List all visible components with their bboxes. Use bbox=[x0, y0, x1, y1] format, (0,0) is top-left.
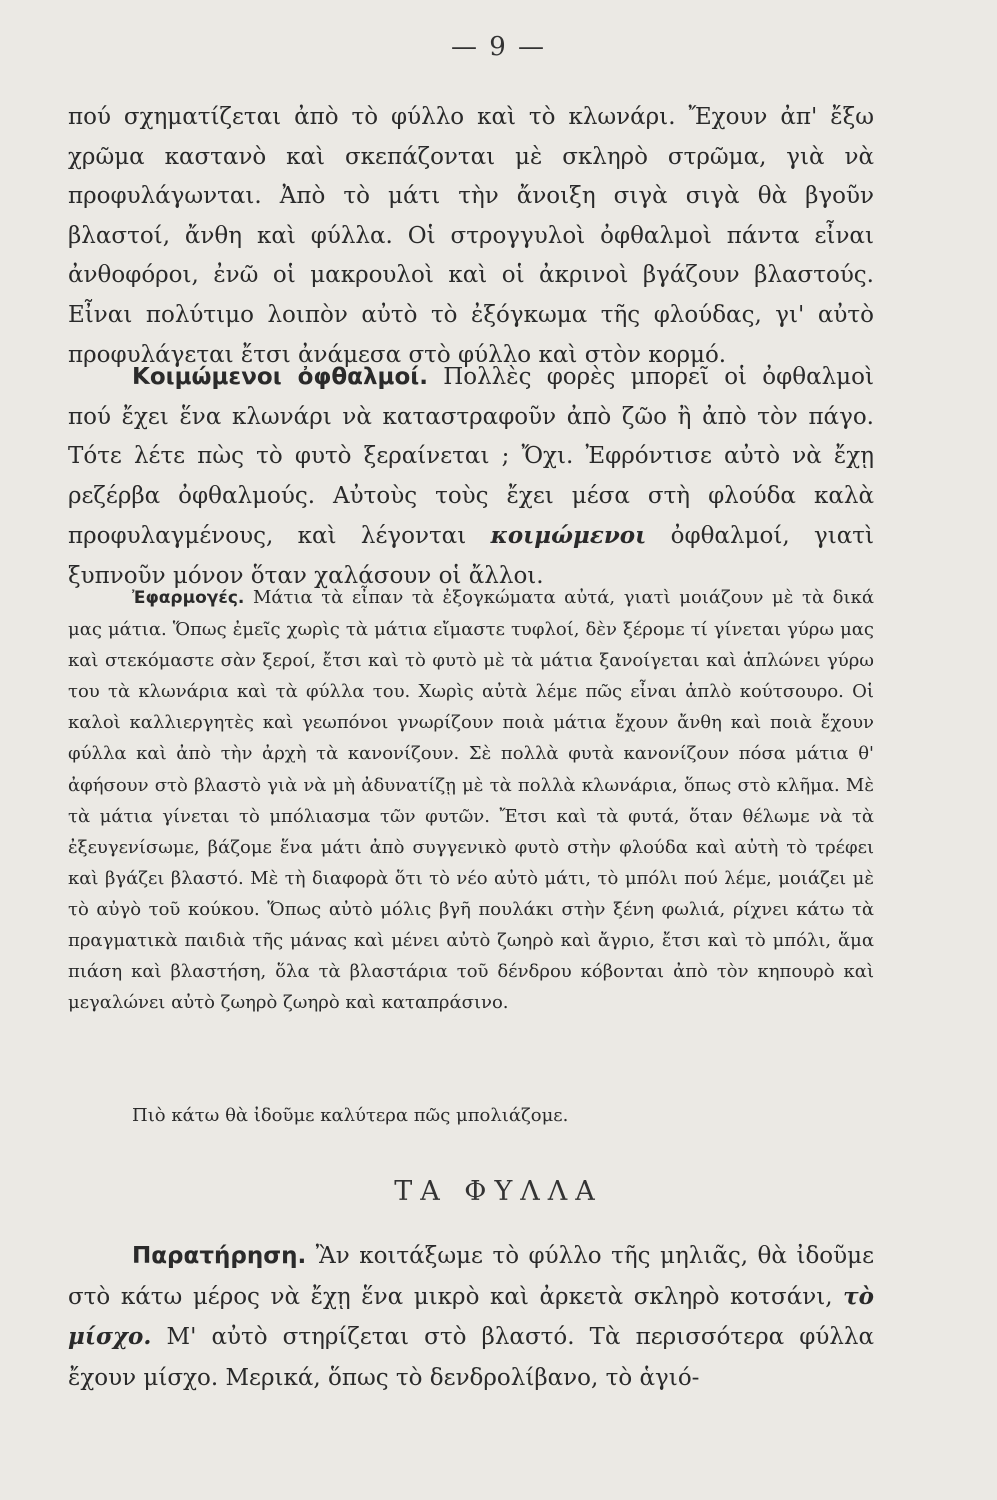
paragraph-text: Ἂν κοιτάξωμε τὸ φύλλο τῆς μηλιᾶς, θὰ ἰδοῦμε στὸ κάτω μέρος νὰ ἔχῃ ἕνα μικρὸ καὶ ἀρκετὰ σκληρὸ κοτσάνι, bbox=[68, 1243, 874, 1310]
paragraph-text: Πολλὲς φορὲς μπορεῖ οἱ ὀφθαλμοὶ πού ἔχει ἕνα κλωνάρι νὰ καταστραφοῦν ἀπὸ ζῶο ἢ ἀπὸ τὸν πάγο. Τότε λέτε πὼς τὸ φυτὸ ξεραίνεται ; Ὄχι. Ἐφρόντισε αὐτὸ νὰ ἔχῃ ρεζέρβα ὀφθαλμούς. Αὐτοὺς τοὺς ἔχει μέσα στὴ φλούδα καλὰ προφυλαγμένους, καὶ λέγονται bbox=[68, 364, 874, 550]
paragraph-text: ὀφθαλμοί, γιατὶ ξυπνοῦν μόνον ὅταν χαλάσουν οἱ ἄλλοι. bbox=[68, 523, 875, 589]
section-title: ΤΑ ΦΥΛΛΑ bbox=[394, 1176, 603, 1207]
paragraph-heading-observation: Παρατήρηση. bbox=[132, 1243, 307, 1269]
paragraph-heading-applications: Ἐφαρμογές. bbox=[132, 588, 245, 608]
paragraph-applications bbox=[68, 582, 874, 1018]
paragraph-text: Μάτια τὰ εἶπαν τὰ ἐξογκώματα αὐτά, γιατὶ μοιάζουν μὲ τὰ δικά μας μάτια. Ὅπως ἐμεῖς χωρὶς τὰ μάτια εἴμαστε τυφλοί, δὲν ξέρομε τί γίνεται γύρω μας καὶ στεκόμαστε σὰν ξεροί, ἔτσι καὶ τὸ φυτὸ μὲ τὰ μάτια ξανοίγεται καὶ ἁπλώνει γύρω του τὰ κλωνάρια καὶ τὰ φύλλα του. Χωρὶς αὐτὰ λέμε πῶς εἶναι ἁπλὸ κούτσουρο. Οἱ καλοὶ καλλιεργητὲς καὶ γεωπόνοι γνωρίζουν ποιὰ μάτια ἔχουν ἄνθη καὶ ποιὰ ἔχουν φύλλα καὶ ἀπὸ τὴν ἀρχὴ τὰ κανονίζουν. Σὲ πολλὰ φυτὰ κανονίζουν πόσα μάτια θ' ἀφήσουν στὸ βλαστὸ γιὰ νὰ μὴ ἀδυνατίζῃ μὲ τὰ πολλὰ κλωνάρια, ὅπως στὸ κλῆμα. Μὲ τὰ μάτια γίνεται τὸ μπόλιασμα τῶν φυτῶν. Ἔτσι καὶ τὰ φυτά, ὅταν θέλωμε νὰ τὰ ἐξευγενίσωμε, βάζομε ἕνα μάτι ἀπὸ συγγενικὸ φυτὸ στὴν φλούδα καὶ αὐτὴ τὸ τρέφει καὶ βγάζει βλαστό. Μὲ τὴ διαφορὰ ὅτι τὸ νέο αὐτὸ μάτι, τὸ μπόλι πού λέμε, μοιάζει μὲ τὸ αὐγὸ τοῦ κούκου. Ὅπως αὐτὸ μόλις βγῆ πουλάκι στὴν ξένη φωλιά, ρίχνει κάτω τὰ πραγματικὰ παιδιὰ τῆς μάνας καὶ μένει αὐτὸ ζωηρὸ καὶ ἄγριο, ἔτσι καὶ τὸ μπόλι, ἅμα πιάση καὶ βλαστήση, ὅλα τὰ βλαστάρια τοῦ δένδρου κόβονται ἀπὸ τὸν κηπουρὸ καὶ μεγαλώνει αὐτὸ ζωηρὸ ζωηρὸ καὶ καταπράσινο. bbox=[68, 587, 874, 1014]
paragraph-text: Μ' αὐτὸ στηρίζεται στὸ βλαστό. Τὰ περισσότερα φύλλα ἔχουν μίσχο. Μερικά, ὅπως τὸ δενδρολίβανο, τὸ ἁγιό- bbox=[68, 1324, 875, 1391]
emphasized-term: κοιμώμενοι bbox=[490, 522, 647, 550]
paragraph-buds-intro: πού σχηματίζεται ἀπὸ τὸ φύλλο καὶ τὸ κλωνάρι. Ἔχουν ἀπ' ἔξω χρῶμα καστανὸ καὶ σκεπάζονται μὲ σκληρὸ στρῶμα, γιὰ νὰ προφυλάγωνται. Ἀπὸ τὸ μάτι τὴν ἄνοιξη σιγὰ σιγὰ θὰ βγοῦν βλαστοί, ἄνθη καὶ φύλλα. Οἱ στρογγυλοὶ ὀφθαλμοὶ πάντα εἶναι ἀνθοφόροι, ἐνῶ οἱ μακρουλοὶ καὶ οἱ ἀκρινοὶ βγάζουν βλαστούς. Εἶναι πολύτιμο λοιπὸν αὐτὸ τὸ ἐξόγκωμα τῆς φλούδας, γι' αὐτὸ προφυλάγεται ἔτσι ἀνάμεσα στὸ φύλλο καὶ στὸν κορμό. bbox=[68, 104, 874, 368]
paragraph-dormant-buds bbox=[68, 358, 874, 597]
paragraph-observation bbox=[68, 1236, 874, 1398]
page-number: — 9 — bbox=[450, 32, 547, 62]
paragraph-grafting-note: Πιὸ κάτω θὰ ἰδοῦμε καλύτερα πῶς μπολιάζομε. bbox=[132, 1105, 569, 1126]
paragraph-heading-dormant-buds: Κοιμώμενοι ὀφθαλμοί. bbox=[132, 364, 428, 390]
emphasized-term: τὸ μίσχο. bbox=[68, 1282, 874, 1350]
